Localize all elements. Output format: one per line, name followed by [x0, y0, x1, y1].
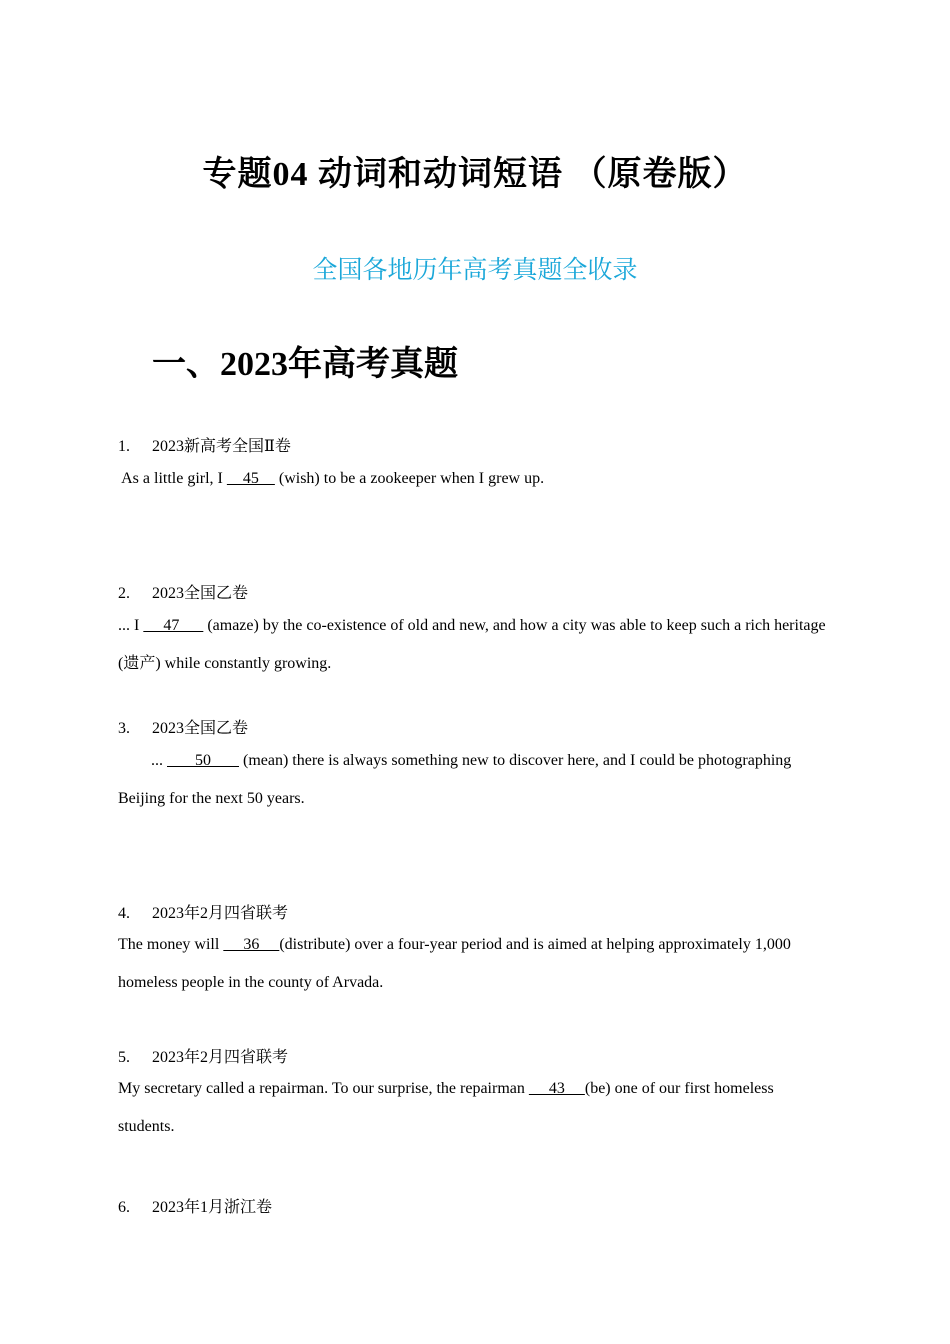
section-heading: 一、2023年高考真题 [152, 346, 458, 383]
question-text-before: My secretary called a repairman. To our surprise, the repairman [118, 1080, 529, 1097]
question-5-text [118, 1070, 834, 1146]
question-5-header [118, 1044, 288, 1067]
question-text-after: (amaze) by the co-existence of old and new, and how a city was able to keep such a rich heritage (遗产) while constantly growing. [118, 617, 826, 672]
question-text-before: As a little girl, I [118, 470, 227, 487]
question-1-header [118, 433, 291, 456]
question-source: 2023全国乙卷 [152, 585, 249, 602]
question-text-after: (distribute) over a four-year period and is aimed at helping approximately 1,000 homeless people in the county of Arvada. [118, 936, 791, 991]
question-source: 2023年1月浙江卷 [152, 1199, 273, 1216]
question-3-text [118, 742, 834, 818]
question-number: 1. [118, 438, 130, 455]
question-2-text [118, 607, 834, 683]
question-number: 6. [118, 1199, 130, 1216]
answer-blank: 36 [223, 936, 280, 953]
question-text-before: ... I [118, 617, 144, 634]
question-4-text [118, 926, 834, 1002]
question-text-after: (mean) there is always something new to discover here, and I could be photographing Beijing for the next 50 years. [118, 752, 792, 807]
question-source: 2023年2月四省联考 [152, 1049, 289, 1066]
answer-blank: 50 [167, 752, 239, 769]
question-number: 5. [118, 1049, 130, 1066]
answer-blank: 43 [528, 1080, 585, 1097]
question-text-after: (be) one of our first homeless students. [118, 1080, 774, 1135]
question-2-header [118, 580, 248, 603]
question-source: 2023年2月四省联考 [152, 905, 289, 922]
question-text-before: The money will [118, 936, 224, 953]
answer-blank: 45 [226, 470, 275, 487]
question-source: 2023新高考全国Ⅱ卷 [152, 438, 291, 455]
question-6-header [118, 1194, 272, 1217]
question-source: 2023全国乙卷 [152, 720, 249, 737]
question-1-text [118, 460, 834, 498]
question-number: 4. [118, 905, 130, 922]
question-4-header [118, 900, 288, 923]
question-text-before: ... [151, 752, 167, 769]
document-subtitle: 全国各地历年高考真题全收录 [312, 255, 638, 284]
question-number: 3. [118, 720, 130, 737]
question-3-header [118, 715, 248, 738]
answer-blank: 47 [143, 617, 204, 634]
document-title: 专题04 动词和动词短语 （原卷版） [202, 156, 748, 193]
question-number: 2. [118, 585, 130, 602]
question-text-after: (wish) to be a zookeeper when I grew up. [274, 470, 545, 487]
